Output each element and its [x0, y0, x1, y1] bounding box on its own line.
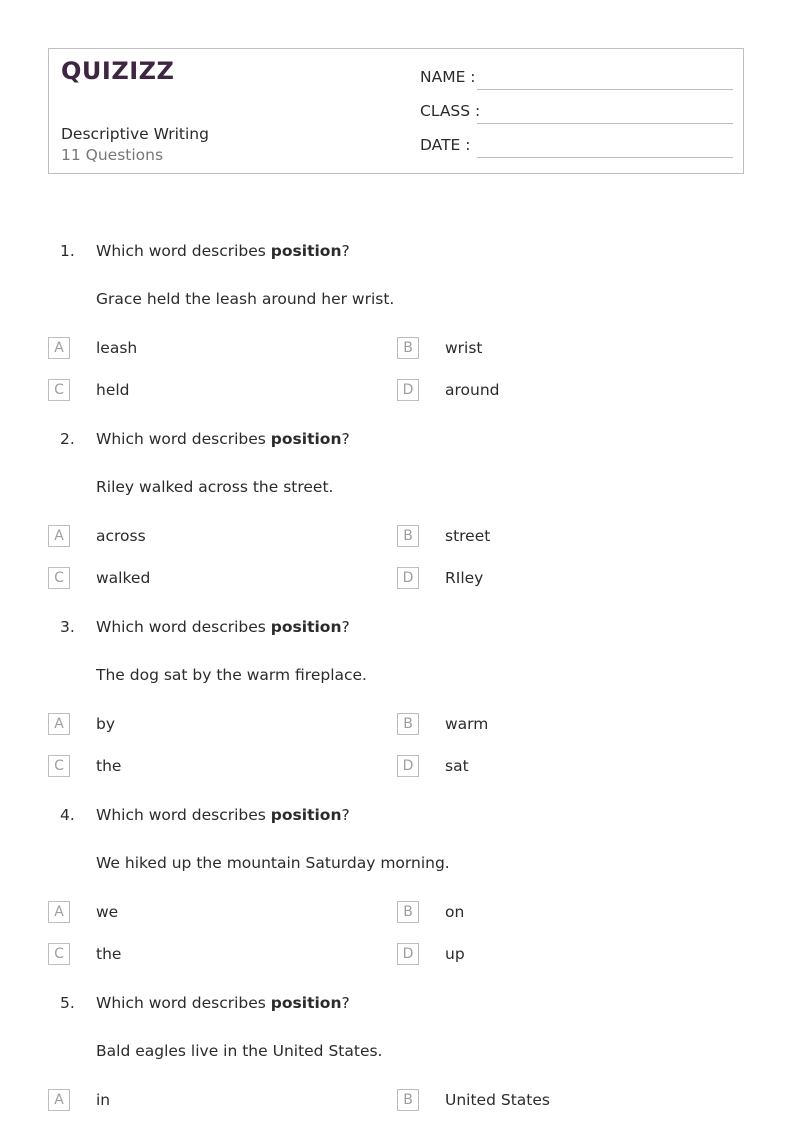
- option-b-box: B: [397, 713, 419, 735]
- question-number: 3.: [60, 618, 75, 636]
- question-number: 2.: [60, 430, 75, 448]
- option-c-box: C: [48, 755, 70, 777]
- option-a-text: in: [96, 1091, 111, 1109]
- option-a-text: across: [96, 527, 146, 545]
- option-b-box: B: [397, 525, 419, 547]
- option-d-box: D: [397, 379, 419, 401]
- question-prompt: Which word describes position?: [96, 994, 350, 1012]
- option-b-box: B: [397, 1089, 419, 1111]
- question-prompt: Which word describes position?: [96, 806, 350, 824]
- option-d-text: RIley: [445, 569, 484, 587]
- option-c-text: the: [96, 757, 122, 775]
- class-label: CLASS :: [420, 102, 481, 120]
- option-d-text: sat: [445, 757, 469, 775]
- question-sentence: We hiked up the mountain Saturday morning.: [96, 854, 450, 872]
- option-b-text: street: [445, 527, 491, 545]
- option-c-text: walked: [96, 569, 151, 587]
- option-d-box: D: [397, 755, 419, 777]
- option-d-box: D: [397, 943, 419, 965]
- option-b-box: B: [397, 337, 419, 359]
- date-line: [477, 157, 733, 158]
- question-sentence: Grace held the leash around her wrist.: [96, 290, 395, 308]
- question-number: 1.: [60, 242, 75, 260]
- option-b-text: United States: [445, 1091, 550, 1109]
- option-c-box: C: [48, 943, 70, 965]
- question-count: 11 Questions: [61, 146, 164, 164]
- question-sentence: Bald eagles live in the United States.: [96, 1042, 383, 1060]
- date-label: DATE :: [420, 136, 471, 154]
- option-a-text: leash: [96, 339, 138, 357]
- quizizz-logo: QUIZIZZ: [61, 57, 175, 85]
- option-c-box: C: [48, 567, 70, 589]
- option-a-box: A: [48, 901, 70, 923]
- question-number: 4.: [60, 806, 75, 824]
- option-a-box: A: [48, 1089, 70, 1111]
- option-a-box: A: [48, 713, 70, 735]
- question-prompt: Which word describes position?: [96, 618, 350, 636]
- option-c-text: the: [96, 945, 122, 963]
- name-label: NAME :: [420, 68, 476, 86]
- name-line: [477, 89, 733, 90]
- option-d-text: around: [445, 381, 500, 399]
- option-d-box: D: [397, 567, 419, 589]
- option-b-text: wrist: [445, 339, 483, 357]
- question-number: 5.: [60, 994, 75, 1012]
- option-a-text: we: [96, 903, 119, 921]
- question-sentence: Riley walked across the street.: [96, 478, 334, 496]
- option-b-text: on: [445, 903, 465, 921]
- worksheet-header: [48, 48, 744, 174]
- option-a-box: A: [48, 525, 70, 547]
- worksheet-title: Descriptive Writing: [61, 125, 209, 143]
- class-line: [477, 123, 733, 124]
- option-a-text: by: [96, 715, 116, 733]
- option-a-box: A: [48, 337, 70, 359]
- question-prompt: Which word describes position?: [96, 430, 350, 448]
- option-b-text: warm: [445, 715, 489, 733]
- option-c-box: C: [48, 379, 70, 401]
- option-c-text: held: [96, 381, 130, 399]
- option-b-box: B: [397, 901, 419, 923]
- question-prompt: Which word describes position?: [96, 242, 350, 260]
- option-d-text: up: [445, 945, 465, 963]
- question-sentence: The dog sat by the warm fireplace.: [96, 666, 367, 684]
